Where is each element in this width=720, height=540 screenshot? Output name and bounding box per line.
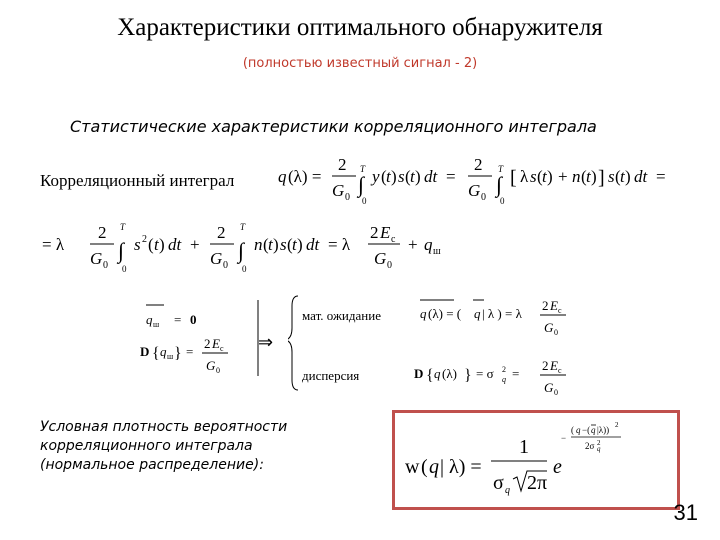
svg-text:2: 2 (502, 365, 506, 374)
svg-text:q: q (502, 375, 506, 384)
svg-text:|λ)): |λ)) (597, 425, 610, 435)
svg-text:G: G (332, 181, 345, 200)
svg-text:): ) (391, 167, 397, 186)
svg-text:(λ) = (: (λ) = ( (428, 306, 462, 321)
svg-text:): ) (591, 167, 597, 186)
svg-text:2: 2 (597, 439, 601, 447)
svg-text:n: n (572, 167, 581, 186)
svg-text:2: 2 (542, 358, 549, 373)
svg-text:dt: dt (424, 167, 438, 186)
svg-text:0: 0 (362, 196, 367, 206)
svg-text:∫: ∫ (496, 172, 503, 197)
implies-arrow: ⇒ (258, 332, 274, 352)
svg-text:−: − (561, 433, 567, 443)
svg-text:}: } (174, 345, 182, 362)
svg-text:D: D (414, 366, 424, 381)
svg-text:+: + (408, 235, 418, 254)
svg-text:s: s (134, 235, 141, 254)
svg-text:E: E (380, 223, 391, 242)
svg-text:w: w (405, 456, 420, 478)
svg-text:G: G (90, 249, 103, 268)
svg-text:{: { (152, 345, 160, 362)
svg-text:): ) (415, 167, 421, 186)
svg-text:2: 2 (542, 298, 549, 313)
svg-text:2: 2 (370, 223, 379, 242)
svg-text:q: q (278, 167, 287, 186)
variance-label: дисперсия (302, 368, 360, 383)
svg-text:): ) (625, 167, 631, 186)
svg-text:=: = (186, 344, 194, 359)
svg-text:t: t (154, 235, 159, 254)
svg-text:λ: λ (520, 167, 529, 186)
svg-text:σ: σ (493, 472, 504, 494)
svg-text:t: t (410, 167, 415, 186)
svg-text:∫: ∫ (238, 238, 245, 263)
svg-text:= λ: = λ (328, 235, 351, 254)
svg-text:0: 0 (223, 260, 228, 271)
svg-text:0: 0 (554, 388, 558, 397)
svg-text:E: E (550, 358, 558, 373)
svg-text:): ) (273, 235, 279, 254)
svg-text:G: G (374, 249, 387, 268)
svg-text:(: ( (263, 235, 269, 254)
svg-text:2: 2 (338, 155, 347, 174)
svg-text:0: 0 (500, 196, 505, 206)
mean-label: мат. ожидание (302, 308, 381, 323)
svg-text:dt: dt (168, 235, 182, 254)
svg-text:s: s (398, 167, 405, 186)
svg-text:(λ) =: (λ) = (288, 167, 322, 186)
svg-text:0: 0 (103, 260, 108, 271)
svg-text:s: s (608, 167, 615, 186)
svg-text:G: G (468, 181, 481, 200)
svg-text:G: G (206, 358, 216, 373)
svg-text:dt: dt (306, 235, 320, 254)
note-line: корреляционного интеграла (40, 438, 253, 454)
svg-text:q: q (505, 485, 510, 496)
svg-text:t: t (586, 167, 591, 186)
svg-text:): ) (159, 235, 165, 254)
svg-text:T: T (120, 222, 126, 232)
svg-text:c: c (558, 366, 562, 375)
svg-text:{: { (426, 367, 434, 384)
svg-text:(: ( (381, 167, 387, 186)
svg-text:2σ: 2σ (585, 441, 595, 451)
svg-text:1: 1 (519, 436, 529, 458)
svg-text:dt: dt (634, 167, 648, 186)
svg-text:0: 0 (122, 264, 127, 274)
svg-text:(: ( (287, 235, 293, 254)
svg-text:0: 0 (345, 192, 350, 203)
svg-text:q: q (420, 306, 427, 321)
svg-text:G: G (544, 320, 554, 335)
svg-text:]: ] (598, 167, 605, 189)
formula-correlation-integral-expansion (42, 218, 482, 282)
svg-text:q: q (160, 344, 167, 359)
svg-text:G: G (210, 249, 223, 268)
formula-correlation-integral (278, 150, 698, 212)
svg-text:q: q (146, 312, 153, 327)
svg-text:s: s (280, 235, 287, 254)
svg-text:T: T (360, 164, 366, 174)
svg-text:=: = (512, 366, 520, 381)
svg-text:(: ( (537, 167, 543, 186)
svg-text:c: c (391, 234, 396, 245)
svg-text:0: 0 (242, 264, 247, 274)
svg-text:(: ( (615, 167, 621, 186)
svg-text:(: ( (148, 235, 154, 254)
svg-text:0: 0 (190, 312, 197, 327)
svg-text:+: + (558, 167, 568, 186)
svg-text:c: c (558, 306, 562, 315)
svg-text:q: q (597, 445, 601, 453)
density-note (40, 418, 340, 475)
svg-text:t: t (620, 167, 625, 186)
note-line: (нормальное распределение): (40, 457, 264, 473)
svg-text:(λ): (λ) (442, 366, 457, 381)
svg-text:−(: −( (582, 425, 591, 435)
correlation-integral-label: Корреляционный интеграл (40, 171, 235, 190)
svg-text:q: q (424, 235, 433, 254)
svg-text:0: 0 (481, 192, 486, 203)
svg-text:ш: ш (153, 320, 160, 329)
svg-text:): ) (547, 167, 553, 186)
section-title: Статистические характеристики корреляционного интеграла (70, 117, 597, 136)
svg-text:t: t (542, 167, 547, 186)
svg-text:+: + (190, 235, 200, 254)
svg-text:∫: ∫ (118, 238, 125, 263)
formula-normal-density (395, 413, 677, 507)
svg-text:t: t (386, 167, 391, 186)
svg-text:[: [ (510, 167, 517, 189)
svg-text:y: y (372, 167, 380, 186)
svg-text:2: 2 (474, 155, 483, 174)
svg-text:2π: 2π (527, 472, 548, 494)
svg-text:= σ: = σ (476, 366, 494, 381)
svg-text:E: E (550, 298, 558, 313)
svg-text:2: 2 (217, 223, 226, 242)
svg-text:2: 2 (615, 421, 619, 429)
svg-text:(: ( (571, 425, 574, 435)
svg-text:| λ) =: | λ) = (440, 456, 482, 478)
svg-text:ш: ш (433, 246, 441, 257)
density-formula-box (392, 410, 680, 510)
svg-text:0: 0 (216, 366, 220, 375)
svg-text:): ) (297, 235, 303, 254)
svg-text:G: G (544, 380, 554, 395)
svg-text:s: s (530, 167, 537, 186)
svg-text:2: 2 (142, 234, 147, 245)
svg-text:= λ: = λ (42, 235, 65, 254)
svg-text:(: ( (421, 456, 428, 478)
svg-text:=: = (174, 312, 182, 327)
svg-text:0: 0 (387, 260, 392, 271)
svg-text:D: D (140, 344, 150, 359)
note-line: Условная плотность вероятности (40, 419, 288, 435)
svg-text:T: T (240, 222, 246, 232)
svg-text:0: 0 (554, 328, 558, 337)
svg-text:E: E (212, 336, 220, 351)
svg-text:=: = (656, 167, 666, 186)
page-number: 31 (673, 500, 698, 525)
svg-text:e: e (553, 456, 562, 478)
svg-text:∫: ∫ (358, 172, 365, 197)
svg-text:q: q (434, 366, 441, 381)
svg-text:2: 2 (98, 223, 107, 242)
svg-text:t: t (292, 235, 297, 254)
svg-text:q: q (429, 456, 439, 478)
svg-text:n: n (254, 235, 263, 254)
svg-text:ш: ш (167, 352, 174, 361)
svg-text:c: c (220, 344, 224, 353)
svg-text:t: t (268, 235, 273, 254)
svg-text:(: ( (581, 167, 587, 186)
formula-noise-statistics (140, 292, 270, 384)
svg-text:(: ( (405, 167, 411, 186)
svg-text:q: q (591, 425, 596, 435)
svg-text:2: 2 (204, 336, 211, 351)
slide-title: Характеристики оптимального обнаружителя (117, 14, 603, 41)
svg-text:=: = (446, 167, 456, 186)
svg-text:}: } (464, 367, 472, 384)
svg-text:q: q (474, 306, 481, 321)
svg-text:T: T (498, 164, 504, 174)
slide-subtitle: (полностью известный сигнал - 2) (242, 56, 478, 71)
svg-text:| λ ) = λ: | λ ) = λ (482, 306, 522, 321)
svg-text:q: q (576, 425, 581, 435)
